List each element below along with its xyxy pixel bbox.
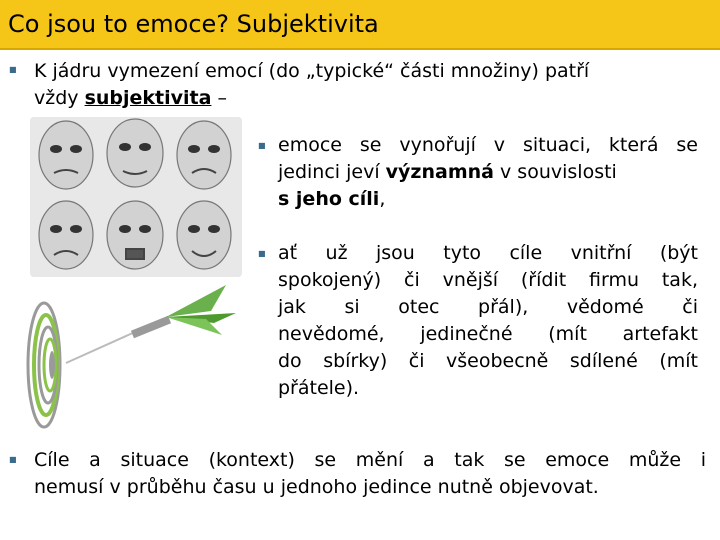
significant-term: významná bbox=[385, 161, 494, 183]
bullet-1-line-1: K jádru vymezení emocí (do „typické“ části množiny) patří bbox=[34, 60, 590, 82]
sub-bullet-1-line-3: s jeho cíli, bbox=[278, 188, 386, 210]
title-bar bbox=[0, 0, 720, 50]
bullet-1-line-2: vždy subjektivita – bbox=[34, 87, 227, 109]
goals-term: s jeho cíli bbox=[278, 188, 380, 210]
bullet-2-line-2: nemusí v průběhu času u jednoho jedince nutně objevovat. bbox=[34, 476, 599, 498]
sub-bullet-1-text bbox=[278, 132, 698, 213]
sub-bullet-2-line-1: ať už jsou tyto cíle vnitřní (být bbox=[278, 242, 698, 264]
sub-bullet-2-text bbox=[278, 240, 698, 402]
sub-bullet-2-line-3: jak si otec přál), vědomé či bbox=[278, 296, 698, 318]
bullet-marker: ■ bbox=[9, 455, 17, 464]
sub-bullet-1-line-1: emoce se vynořují v situaci, která se bbox=[278, 134, 698, 156]
bullet-marker: ■ bbox=[9, 65, 17, 74]
slide-title: Co jsou to emoce? Subjektivita bbox=[8, 10, 379, 38]
bullet-2-text bbox=[34, 447, 706, 501]
sub-bullet-2-line-4: nevědomé, jedinečné (mít artefakt bbox=[278, 323, 698, 345]
sub-bullet-2-line-6: přátele). bbox=[278, 377, 360, 399]
sub-bullet-1-line-2: jedinci jeví významná v souvislosti bbox=[278, 161, 617, 183]
bullet-1-text bbox=[34, 58, 714, 112]
sub-bullet-2-line-5: do sbírky) či všeobecně sdílené (mít bbox=[278, 350, 698, 372]
sub-bullet-2-line-2: spokojený) či vnější (řídit firmu tak, bbox=[278, 269, 698, 291]
bullet-2-line-1: Cíle a situace (kontext) se mění a tak se emoce může i bbox=[34, 449, 706, 471]
emotion-masks-image bbox=[30, 117, 242, 277]
dart-target-image bbox=[26, 283, 241, 433]
sub-bullet-marker: ■ bbox=[258, 141, 266, 150]
subjectivity-term: subjektivita bbox=[84, 87, 212, 109]
sub-bullet-marker: ■ bbox=[258, 249, 266, 258]
